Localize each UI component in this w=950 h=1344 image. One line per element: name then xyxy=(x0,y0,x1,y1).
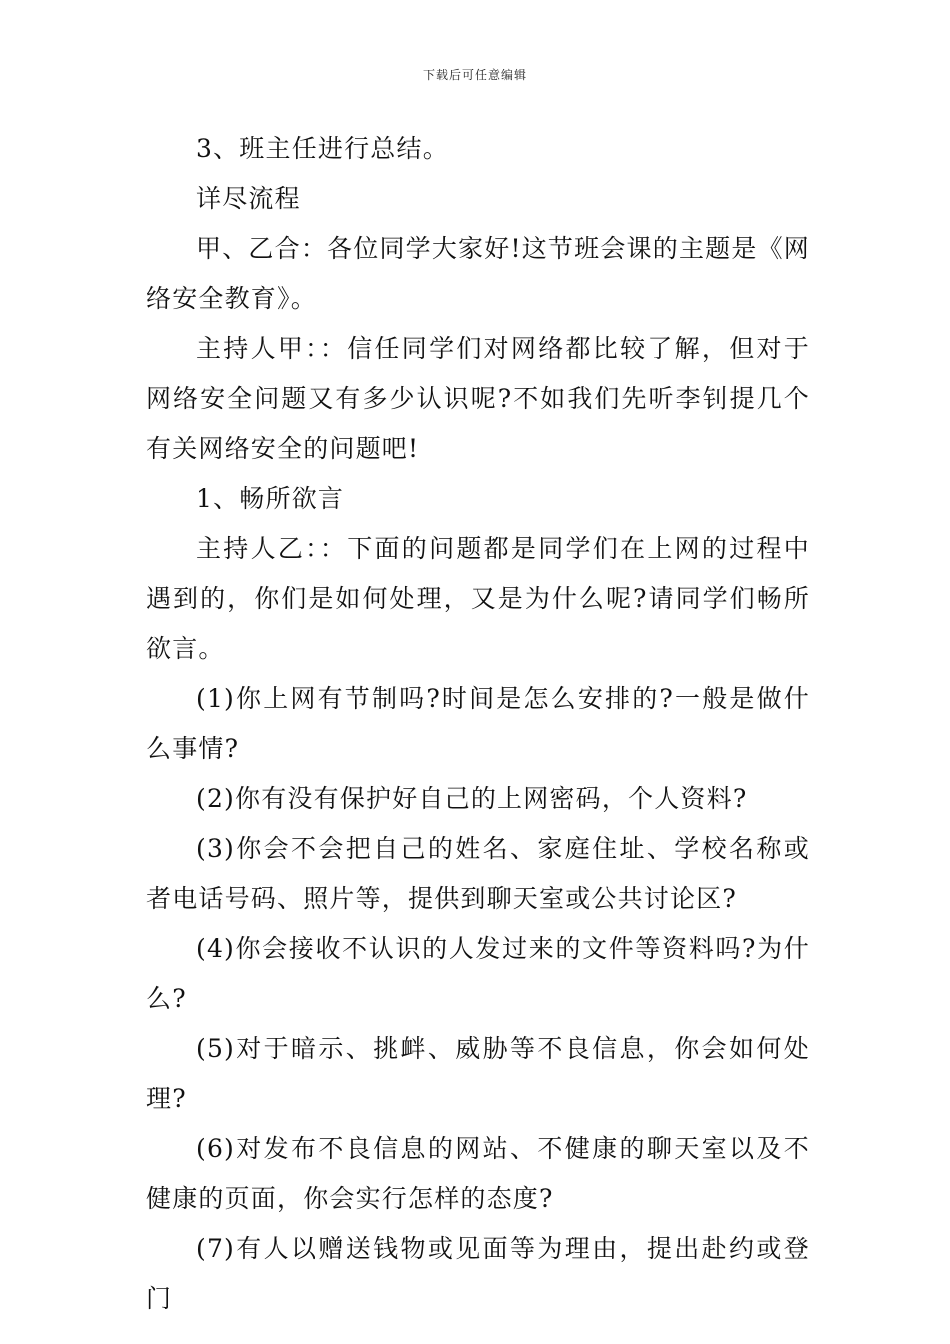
paragraph-summary: 3、班主任进行总结。 xyxy=(196,134,449,163)
question-item: (7)有人以赠送钱物或见面等为理由，提出赴约或登门 xyxy=(146,1234,810,1313)
question-item: (4)你会接收不认识的人发过来的文件等资料吗?为什么? xyxy=(146,934,810,1013)
question-item: (2)你有没有保护好自己的上网密码，个人资料? xyxy=(196,784,748,813)
document-body xyxy=(146,124,810,1324)
paragraph-process-heading: 详尽流程 xyxy=(196,184,301,213)
paragraph-host-a: 主持人甲：：信任同学们对网络都比较了解，但对于网络安全问题又有多少认识呢?不如我们先听李钊提几个有关网络安全的问题吧! xyxy=(146,334,810,463)
question-item: (6)对发布不良信息的网站、不健康的聊天室以及不健康的页面，你会实行怎样的态度? xyxy=(146,1134,810,1213)
page-header: 下载后可任意编辑 xyxy=(422,68,527,82)
paragraph-opening: 甲、乙合：各位同学大家好!这节班会课的主题是《网络安全教育》。 xyxy=(146,234,810,313)
paragraph-host-b: 主持人乙：：下面的问题都是同学们在上网的过程中遇到的，你们是如何处理，又是为什么呢?请同学们畅所欲言。 xyxy=(146,534,810,663)
question-item: (1)你上网有节制吗?时间是怎么安排的?一般是做什么事情? xyxy=(146,684,810,763)
paragraph-section-heading: 1、畅所欲言 xyxy=(196,484,345,513)
question-item: (5)对于暗示、挑衅、威胁等不良信息，你会如何处理? xyxy=(146,1034,810,1113)
question-item: (3)你会不会把自己的姓名、家庭住址、学校名称或者电话号码、照片等，提供到聊天室或公共讨论区? xyxy=(146,834,810,913)
